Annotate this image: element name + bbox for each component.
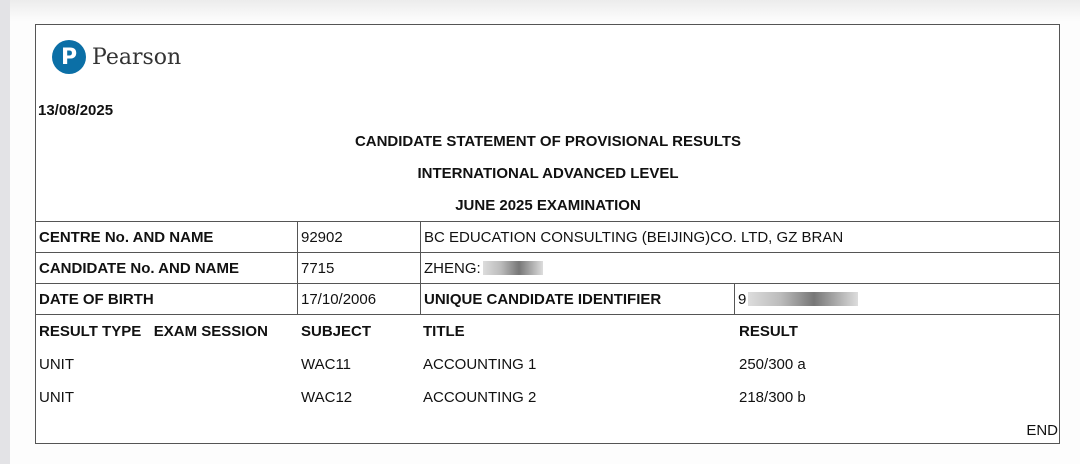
pearson-wordmark: Pearson <box>92 44 182 70</box>
uci-label: UNIQUE CANDIDATE IDENTIFIER <box>420 284 734 314</box>
examination-session: JUNE 2025 EXAMINATION <box>455 197 641 214</box>
statement-title: CANDIDATE STATEMENT OF PROVISIONAL RESULTS <box>354 133 742 150</box>
centre-number: 92902 <box>297 222 420 252</box>
table-row-result: 218/300 b <box>739 389 806 406</box>
candidate-label: CANDIDATE No. AND NAME <box>39 259 239 277</box>
subject-header: SUBJECT <box>301 323 372 340</box>
table-row-subject: WAC11 <box>301 356 352 373</box>
redacted-uci <box>748 292 858 306</box>
table-row-type: UNIT <box>39 389 74 406</box>
candidate-row <box>36 252 1060 283</box>
issue-date: 13/08/2025 <box>38 102 114 119</box>
pearson-logo-icon: P <box>52 40 86 74</box>
table-row-title: ACCOUNTING 2 <box>423 389 537 406</box>
left-edge <box>0 0 10 464</box>
result-header: RESULT <box>739 323 798 340</box>
pearson-logo <box>52 40 181 74</box>
redacted-name <box>483 261 543 275</box>
candidate-name: ZHENG: <box>420 253 1060 283</box>
centre-row <box>36 221 1060 252</box>
centre-label: CENTRE No. AND NAME <box>39 228 214 246</box>
dob-row <box>36 283 1060 314</box>
title-header: TITLE <box>423 323 465 340</box>
table-row-subject: WAC12 <box>301 389 353 406</box>
dob-label: DATE OF BIRTH <box>39 290 154 308</box>
table-row-result: 250/300 a <box>739 356 806 373</box>
uci-value: 9 <box>734 284 1060 314</box>
centre-name: BC EDUCATION CONSULTING (BEIJING)CO. LTD, GZ BRAN <box>420 222 1060 252</box>
end-marker: END <box>1026 422 1058 439</box>
result-type-session-header: RESULT TYPE EXAM SESSION <box>39 323 268 340</box>
candidate-number: 7715 <box>297 253 420 283</box>
dob-value: 17/10/2006 <box>297 284 420 314</box>
table-row-title: ACCOUNTING 1 <box>423 356 537 373</box>
qualification-level: INTERNATIONAL ADVANCED LEVEL <box>417 165 679 182</box>
table-row-type: UNIT <box>39 356 74 373</box>
